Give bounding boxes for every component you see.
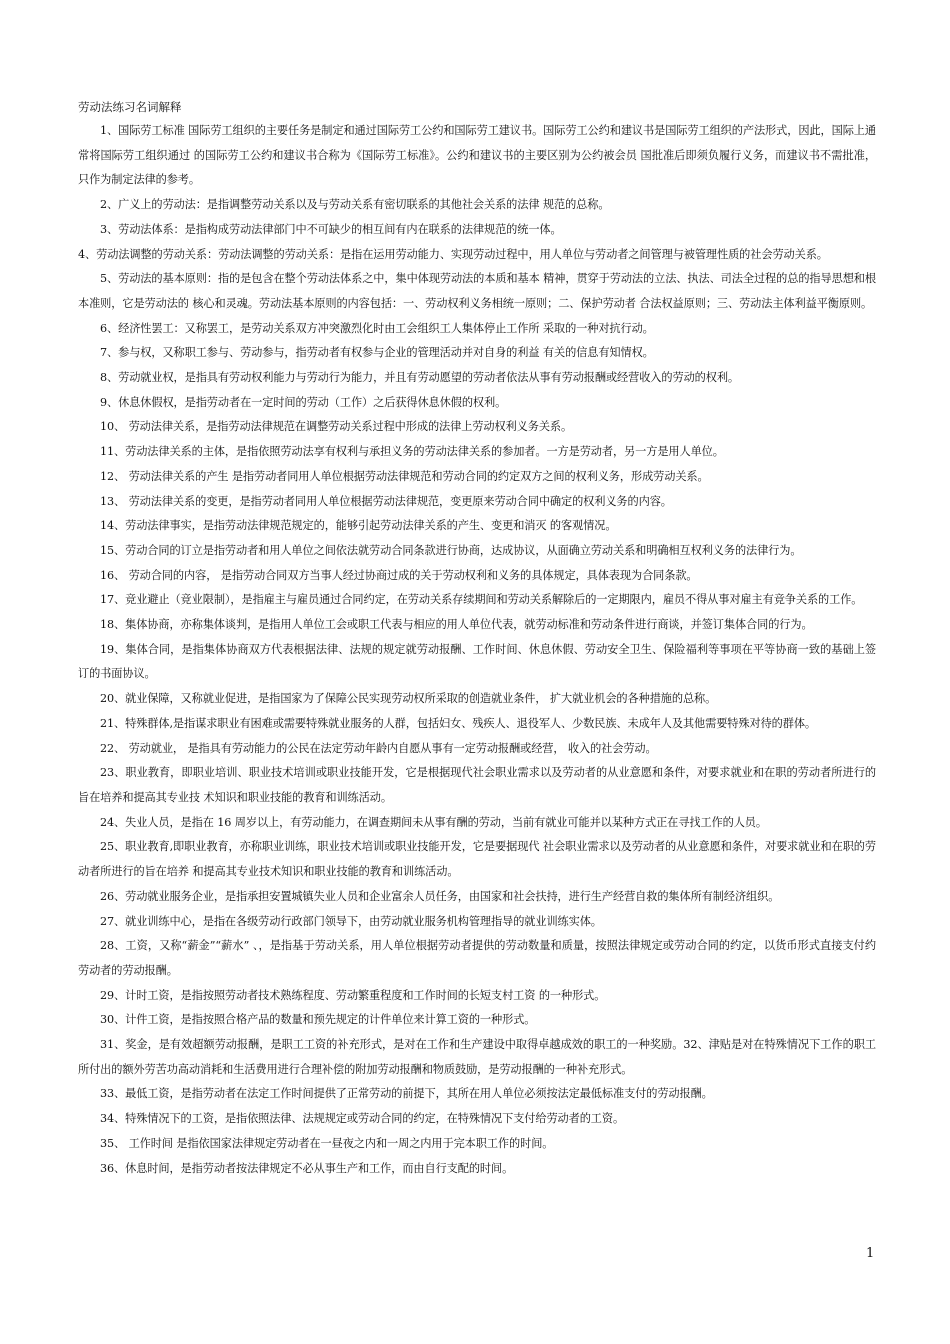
definition-paragraph: 20、就业保障，又称就业促进，是指国家为了保障公民实现劳动权所采取的创造就业条件， 扩大就业机会的各种措施的总称。 <box>100 692 717 706</box>
definition-paragraph: 3、劳动法体系：是指构成劳动法律部门中不可缺少的相互间有内在联系的法律规范的统一体。 <box>100 222 562 236</box>
page-number: 1 <box>866 1246 875 1261</box>
definition-paragraph: 21、特殊群体,是指谋求职业有困难或需要特殊就业服务的人群，包括妇女、残疾人、退役军人、少数民族、未成年人及其他需要特殊对待的群体。 <box>100 716 817 730</box>
definition-paragraph: 23、职业教育，即职业培训、职业技术培训或职业技能开发，它是根据现代社会职业需求以及劳动者的从业意愿和条件，对要求就业和在职的劳动者所进行的旨在培养和提高其专业技 术知识和职业技能的教育和训练活动。 <box>78 766 876 804</box>
definition-paragraph: 12、 劳动法律关系的产生 是指劳动者同用人单位根据劳动法律规范和劳动合同的约定双方之间的权利义务，形成劳动关系。 <box>100 469 709 483</box>
definition-paragraph: 4、劳动法调整的劳动关系：劳动法调整的劳动关系：是指在运用劳动能力、实现劳动过程中，用人单位与劳动者之间管理与被管理性质的社会劳动关系。 <box>78 247 828 261</box>
paragraph-list <box>78 119 876 1181</box>
definition-paragraph: 2、广义上的劳动法：是指调整劳动关系以及与劳动关系有密切联系的其他社会关系的法律 规范的总称。 <box>100 198 610 212</box>
definition-paragraph: 11、劳动法律关系的主体，是指依照劳动法享有权利与承担义务的劳动法律关系的参加者。一方是劳动者，另一方是用人单位。 <box>100 445 724 459</box>
definition-paragraph: 6、经济性罢工：又称罢工，是劳动关系双方冲突激烈化时由工会组织工人集体停止工作所 采取的一种对抗行动。 <box>100 321 654 335</box>
definition-paragraph: 35、 工作时间 是指依国家法律规定劳动者在一昼夜之内和一周之内用于完本职工作的时间。 <box>100 1136 554 1150</box>
definition-paragraph: 33、最低工资，是指劳动者在法定工作时间提供了正常劳动的前提下，其所在用人单位必须按法定最低标准支付的劳动报酬。 <box>100 1087 713 1101</box>
definition-paragraph: 24、失业人员，是指在 16 周岁以上，有劳动能力，在调查期间未从事有酬的劳动，当前有就业可能并以某种方式正在寻找工作的人员。 <box>100 815 767 829</box>
definition-paragraph: 5、劳动法的基本原则：指的是包含在整个劳动法体系之中，集中体现劳动法的本质和基本 精神，贯穿于劳动法的立法、执法、司法全过程的总的指导思想和根本准则，它是劳动法的 核心和灵魂。劳动法基本原则的内容包括：一、劳动权利义务相统一原则；二、保护劳动者 合法权益原则；三、劳动法主体利益平衡原则。 <box>78 272 876 310</box>
definition-paragraph: 36、休息时间，是指劳动者按法律规定不必从事生产和工作，而由自行支配的时间。 <box>100 1161 514 1175</box>
definition-paragraph: 13、 劳动法律关系的变更，是指劳动者同用人单位根据劳动法律规范，变更原来劳动合同中确定的权利义务的内容。 <box>100 494 672 508</box>
definition-paragraph: 30、计件工资，是指按照合格产品的数量和预先规定的计件单位来计算工资的一种形式。 <box>100 1013 536 1027</box>
definition-paragraph: 16、 劳动合同的内容， 是指劳动合同双方当事人经过协商过成的关于劳动权利和义务的具体规定，具体表现为合同条款。 <box>100 568 698 582</box>
definition-paragraph: 17、竞业避止（竞业限制），是指雇主与雇员通过合同约定，在劳动关系存续期间和劳动关系解除后的一定期限内，雇员不得从事对雇主有竞争关系的工作。 <box>100 593 863 607</box>
definition-paragraph: 10、 劳动法律关系，是指劳动法律规范在调整劳动关系过程中形成的法律上劳动权利义务关系。 <box>100 420 573 434</box>
definition-paragraph: 29、计时工资，是指按照劳动者技术熟练程度、劳动繁重程度和工作时间的长短支村工资 的一种形式。 <box>100 988 606 1002</box>
definition-paragraph: 1、国际劳工标准 国际劳工组织的主要任务是制定和通过国际劳工公约和国际劳工建议书。国际劳工公约和建议书是国际劳工组织的产法形式，因此，国际上通常将国际劳工组织通过 的国际劳工公约和建议书合称为《国际劳工标准》。公约和建议书的主要区别为公约被会员 国批准后即须负履行义务，而建议书不需批准，只作为制定法律的参考。 <box>78 124 876 187</box>
definition-paragraph: 25、职业教育,即职业教育，亦称职业训练，职业技术培训或职业技能开发，它是要据现代 社会职业需求以及劳动者的从业意愿和条件，对要求就业和在职的劳动者所进行的旨在培养 和提高其专业技术知识和职业技能的教育和训练活动。 <box>78 840 876 879</box>
definition-paragraph: 15、劳动合同的订立是指劳动者和用人单位之间依法就劳动合同条款进行协商，达成协议，从面确立劳动关系和明确相互权利义务的法律行为。 <box>100 543 802 557</box>
definition-paragraph: 14、劳动法律事实，是指劳动法律规范规定的，能够引起劳动法律关系的产生、变更和消灭 的客观情况。 <box>100 519 617 533</box>
definition-paragraph: 22、 劳动就业， 是指具有劳动能力的公民在法定劳动年龄内自愿从事有一定劳动报酬或经营， 收入的社会劳动。 <box>100 741 657 755</box>
definition-paragraph: 27、就业训练中心，是指在各级劳动行政部门领导下，由劳动就业服务机构管理指导的就业训练实体。 <box>100 914 602 928</box>
definition-paragraph: 9、休息休假权，是指劳动者在一定时间的劳动（工作）之后获得休息休假的权利。 <box>100 395 507 409</box>
definition-paragraph: 34、特殊情况下的工资，是指依照法律、法规规定或劳动合同的约定，在特殊情况下支付给劳动者的工资。 <box>100 1112 625 1126</box>
definition-paragraph: 8、劳动就业权，是指具有劳动权利能力与劳动行为能力，并且有劳动愿望的劳动者依法从事有劳动报酬或经营收入的劳动的权利。 <box>100 371 740 385</box>
document-body <box>78 95 876 1181</box>
definition-paragraph: 31、奖金，是有效超额劳动报酬，是职工工资的补充形式，是对在工作和生产建设中取得卓越成效的职工的一种奖励。32、津贴是对在特殊情况下工作的职工所付出的额外劳苦功高动消耗和生活费用进行合理补偿的附加劳动报酬和物质鼓励，是劳动报酬的一种补充形式。 <box>78 1038 876 1076</box>
document-title: 劳动法练习名词解释 <box>78 100 182 114</box>
definition-paragraph: 7、参与权，又称职工参与、劳动参与，指劳动者有权参与企业的管理活动并对自身的利益 有关的信息有知情权。 <box>100 346 654 360</box>
definition-paragraph: 26、劳动就业服务企业，是指承担安置城镇失业人员和企业富余人员任务，由国家和社会扶持，进行生产经营自救的集体所有制经济组织。 <box>100 889 780 903</box>
definition-paragraph: 18、集体协商，亦称集体谈判，是指用人单位工会或职工代表与相应的用人单位代表，就劳动标准和劳动条件进行商谈，并签订集体合同的行为。 <box>100 618 813 632</box>
definition-paragraph: 19、集体合同，是指集体协商双方代表根据法律、法规的规定就劳动报酬、工作时间、休息休假、劳动安全卫生、保险福利等事项在平等协商一致的基础上签订的书面协议。 <box>78 642 876 681</box>
definition-paragraph: 28、工资，又称“薪金”“薪水” 、，是指基于劳动关系，用人单位根据劳动者提供的劳动数量和质量，按照法律规定或劳动合同的约定，以货币形式直接支付约劳动者的劳动报酬。 <box>78 939 876 977</box>
